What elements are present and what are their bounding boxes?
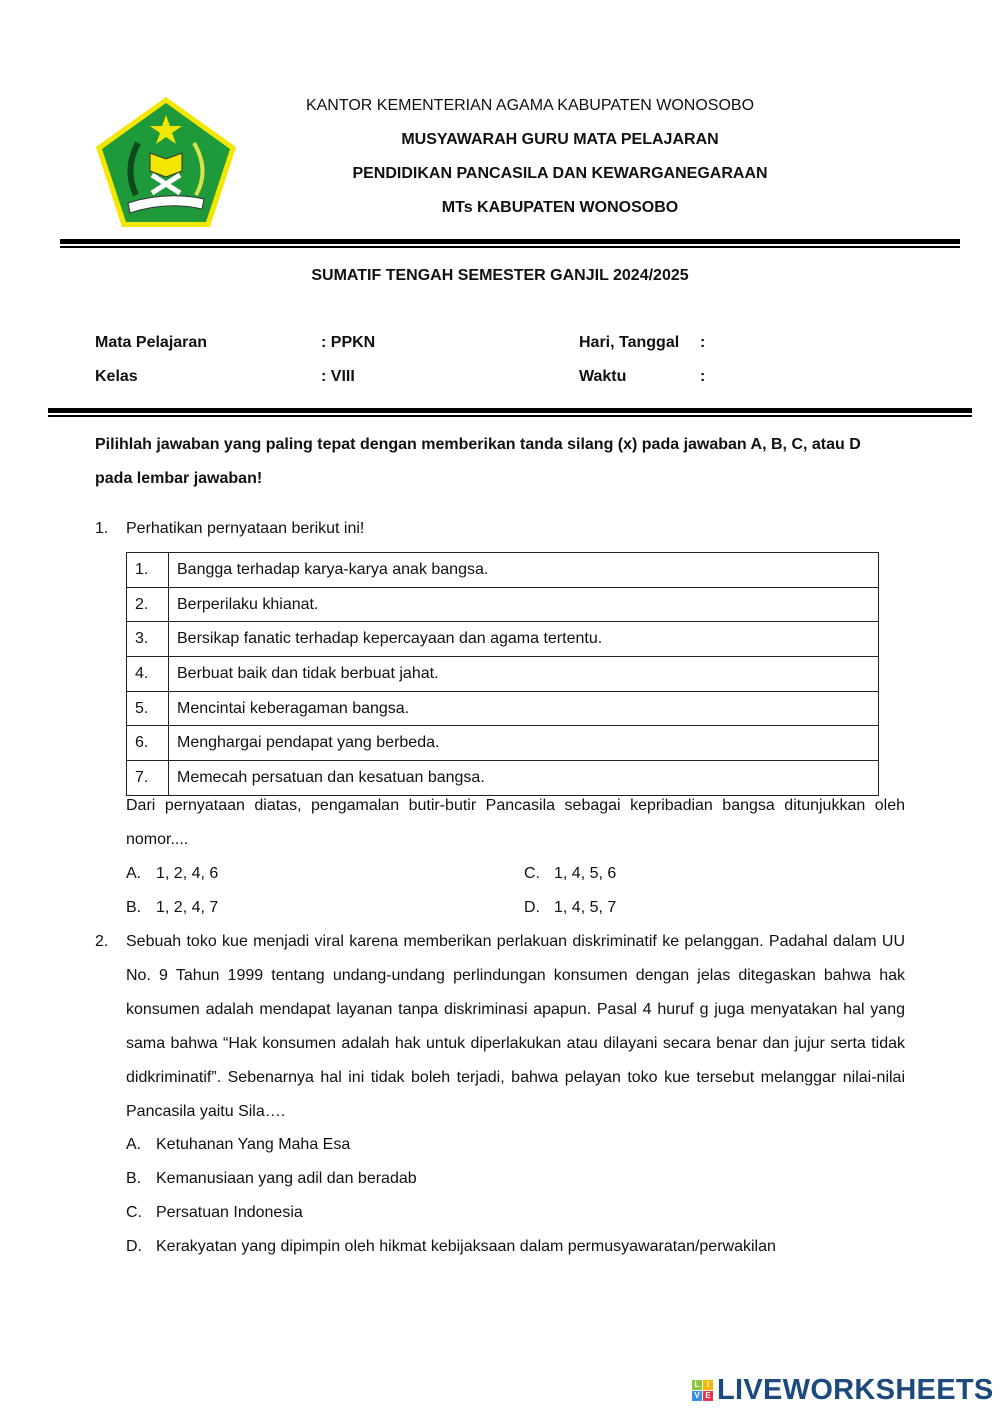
row-number: 5.	[127, 691, 169, 726]
option-letter: B.	[126, 899, 142, 916]
header-office: KANTOR KEMENTERIAN AGAMA KABUPATEN WONOSOBO	[305, 97, 755, 114]
table-row	[127, 587, 879, 622]
question-stem: Sebuah toko kue menjadi viral karena memberikan perlakuan diskriminatif ke pelanggan. Padahal dalam UU No. 9 Tahun 1999 tentang undang-undang perlindungan konsumen dengan jelas ditegaskan bahwa hak konsumen adalah mendapat layanan tanpa diskriminasi apapun. Pasal 4 huruf g juga menyatakan hal yang sama bahwa “Hak konsumen adalah hak untuk diperlakukan atau dilayani secara benar dan jujur serta tidak didkriminatif”. Sebenarnya hal ini tidak boleh terjadi, bahwa pelayan toko kue tersebut melanggar nilai-nilai Pancasila yaitu Sila….	[126, 933, 905, 1120]
liveworksheets-logo	[692, 1374, 994, 1407]
table-row	[127, 726, 879, 761]
row-number: 1.	[127, 553, 169, 588]
brand-name: LIVEWORKSHEETS	[717, 1374, 994, 1406]
row-number: 6.	[127, 726, 169, 761]
info-divider-thin	[48, 415, 972, 417]
option-letter: D.	[524, 899, 540, 916]
option-text: Kemanusiaan yang adil dan beradab	[156, 1170, 417, 1187]
cube-letter: L	[692, 1380, 702, 1390]
class-value: : VIII	[321, 368, 355, 385]
instruction-line-2: pada lembar jawaban!	[95, 470, 263, 487]
option-a[interactable]	[126, 864, 219, 884]
question-prompt: Perhatikan pernyataan berikut ini!	[126, 520, 365, 537]
option-text: 1, 2, 4, 7	[156, 899, 219, 916]
subject-value: : PPKN	[321, 334, 376, 351]
live-cubes-icon	[692, 1380, 713, 1401]
option-letter: C.	[524, 865, 540, 882]
option-text: Ketuhanan Yang Maha Esa	[156, 1136, 351, 1153]
option-c[interactable]	[524, 864, 617, 884]
option-letter: A.	[126, 865, 142, 882]
row-text: Berperilaku khianat.	[169, 587, 879, 622]
question-number: 2.	[95, 933, 109, 950]
option-text: 1, 2, 4, 6	[156, 865, 219, 882]
option-b[interactable]	[126, 1169, 417, 1189]
row-number: 7.	[127, 761, 169, 796]
option-letter: B.	[126, 1170, 142, 1187]
table-row	[127, 622, 879, 657]
subject-label: Mata Pelajaran	[95, 334, 208, 351]
class-label: Kelas	[95, 368, 138, 385]
header-subject: PENDIDIKAN PANCASILA DAN KEWARGANEGARAAN	[352, 165, 768, 182]
question-number: 1.	[95, 520, 109, 537]
option-text: 1, 4, 5, 6	[554, 865, 617, 882]
time-value: :	[700, 368, 706, 385]
row-number: 4.	[127, 657, 169, 692]
option-c[interactable]	[126, 1203, 303, 1223]
info-divider	[48, 408, 972, 413]
row-text: Bangga terhadap karya-karya anak bangsa.	[169, 553, 879, 588]
option-letter: D.	[126, 1238, 142, 1255]
row-text: Memecah persatuan dan kesatuan bangsa.	[169, 761, 879, 796]
header-school: MTs KABUPATEN WONOSOBO	[441, 199, 679, 216]
row-text: Mencintai keberagaman bangsa.	[169, 691, 879, 726]
option-letter: A.	[126, 1136, 142, 1153]
cube-letter: I	[703, 1380, 713, 1390]
option-text: Kerakyatan yang dipimpin oleh hikmat kebijaksaan dalam permusyawaratan/perwakilan	[156, 1238, 776, 1255]
date-value: :	[700, 334, 706, 351]
option-a[interactable]	[126, 1135, 351, 1155]
row-number: 3.	[127, 622, 169, 657]
option-text: Persatuan Indonesia	[156, 1204, 303, 1221]
table-row	[127, 691, 879, 726]
date-label: Hari, Tanggal	[579, 334, 680, 351]
cube-letter: V	[692, 1391, 702, 1401]
table-row	[127, 553, 879, 588]
exam-title: SUMATIF TENGAH SEMESTER GANJIL 2024/2025	[311, 267, 689, 284]
header-forum: MUSYAWARAH GURU MATA PELAJARAN	[401, 131, 719, 148]
header-divider-thin	[60, 246, 960, 248]
option-b[interactable]	[126, 898, 219, 918]
question-stem: Dari pernyataan diatas, pengamalan butir-butir Pancasila sebagai kepribadian bangsa ditunjukkan oleh nomor....	[126, 797, 905, 848]
time-label: Waktu	[579, 368, 627, 385]
option-text: 1, 4, 5, 7	[554, 899, 617, 916]
header-divider	[60, 239, 960, 244]
row-text: Bersikap fanatic terhadap kepercayaan dan agama tertentu.	[169, 622, 879, 657]
instruction-line-1: Pilihlah jawaban yang paling tepat dengan memberikan tanda silang (x) pada jawaban A, B, C, atau D	[95, 436, 861, 453]
row-text: Berbuat baik dan tidak berbuat jahat.	[169, 657, 879, 692]
table-row	[127, 657, 879, 692]
cube-letter: E	[703, 1391, 713, 1401]
row-text: Menghargai pendapat yang berbeda.	[169, 726, 879, 761]
option-letter: C.	[126, 1204, 142, 1221]
option-d[interactable]	[126, 1237, 776, 1257]
statement-table	[126, 552, 879, 796]
row-number: 2.	[127, 587, 169, 622]
option-d[interactable]	[524, 898, 617, 918]
